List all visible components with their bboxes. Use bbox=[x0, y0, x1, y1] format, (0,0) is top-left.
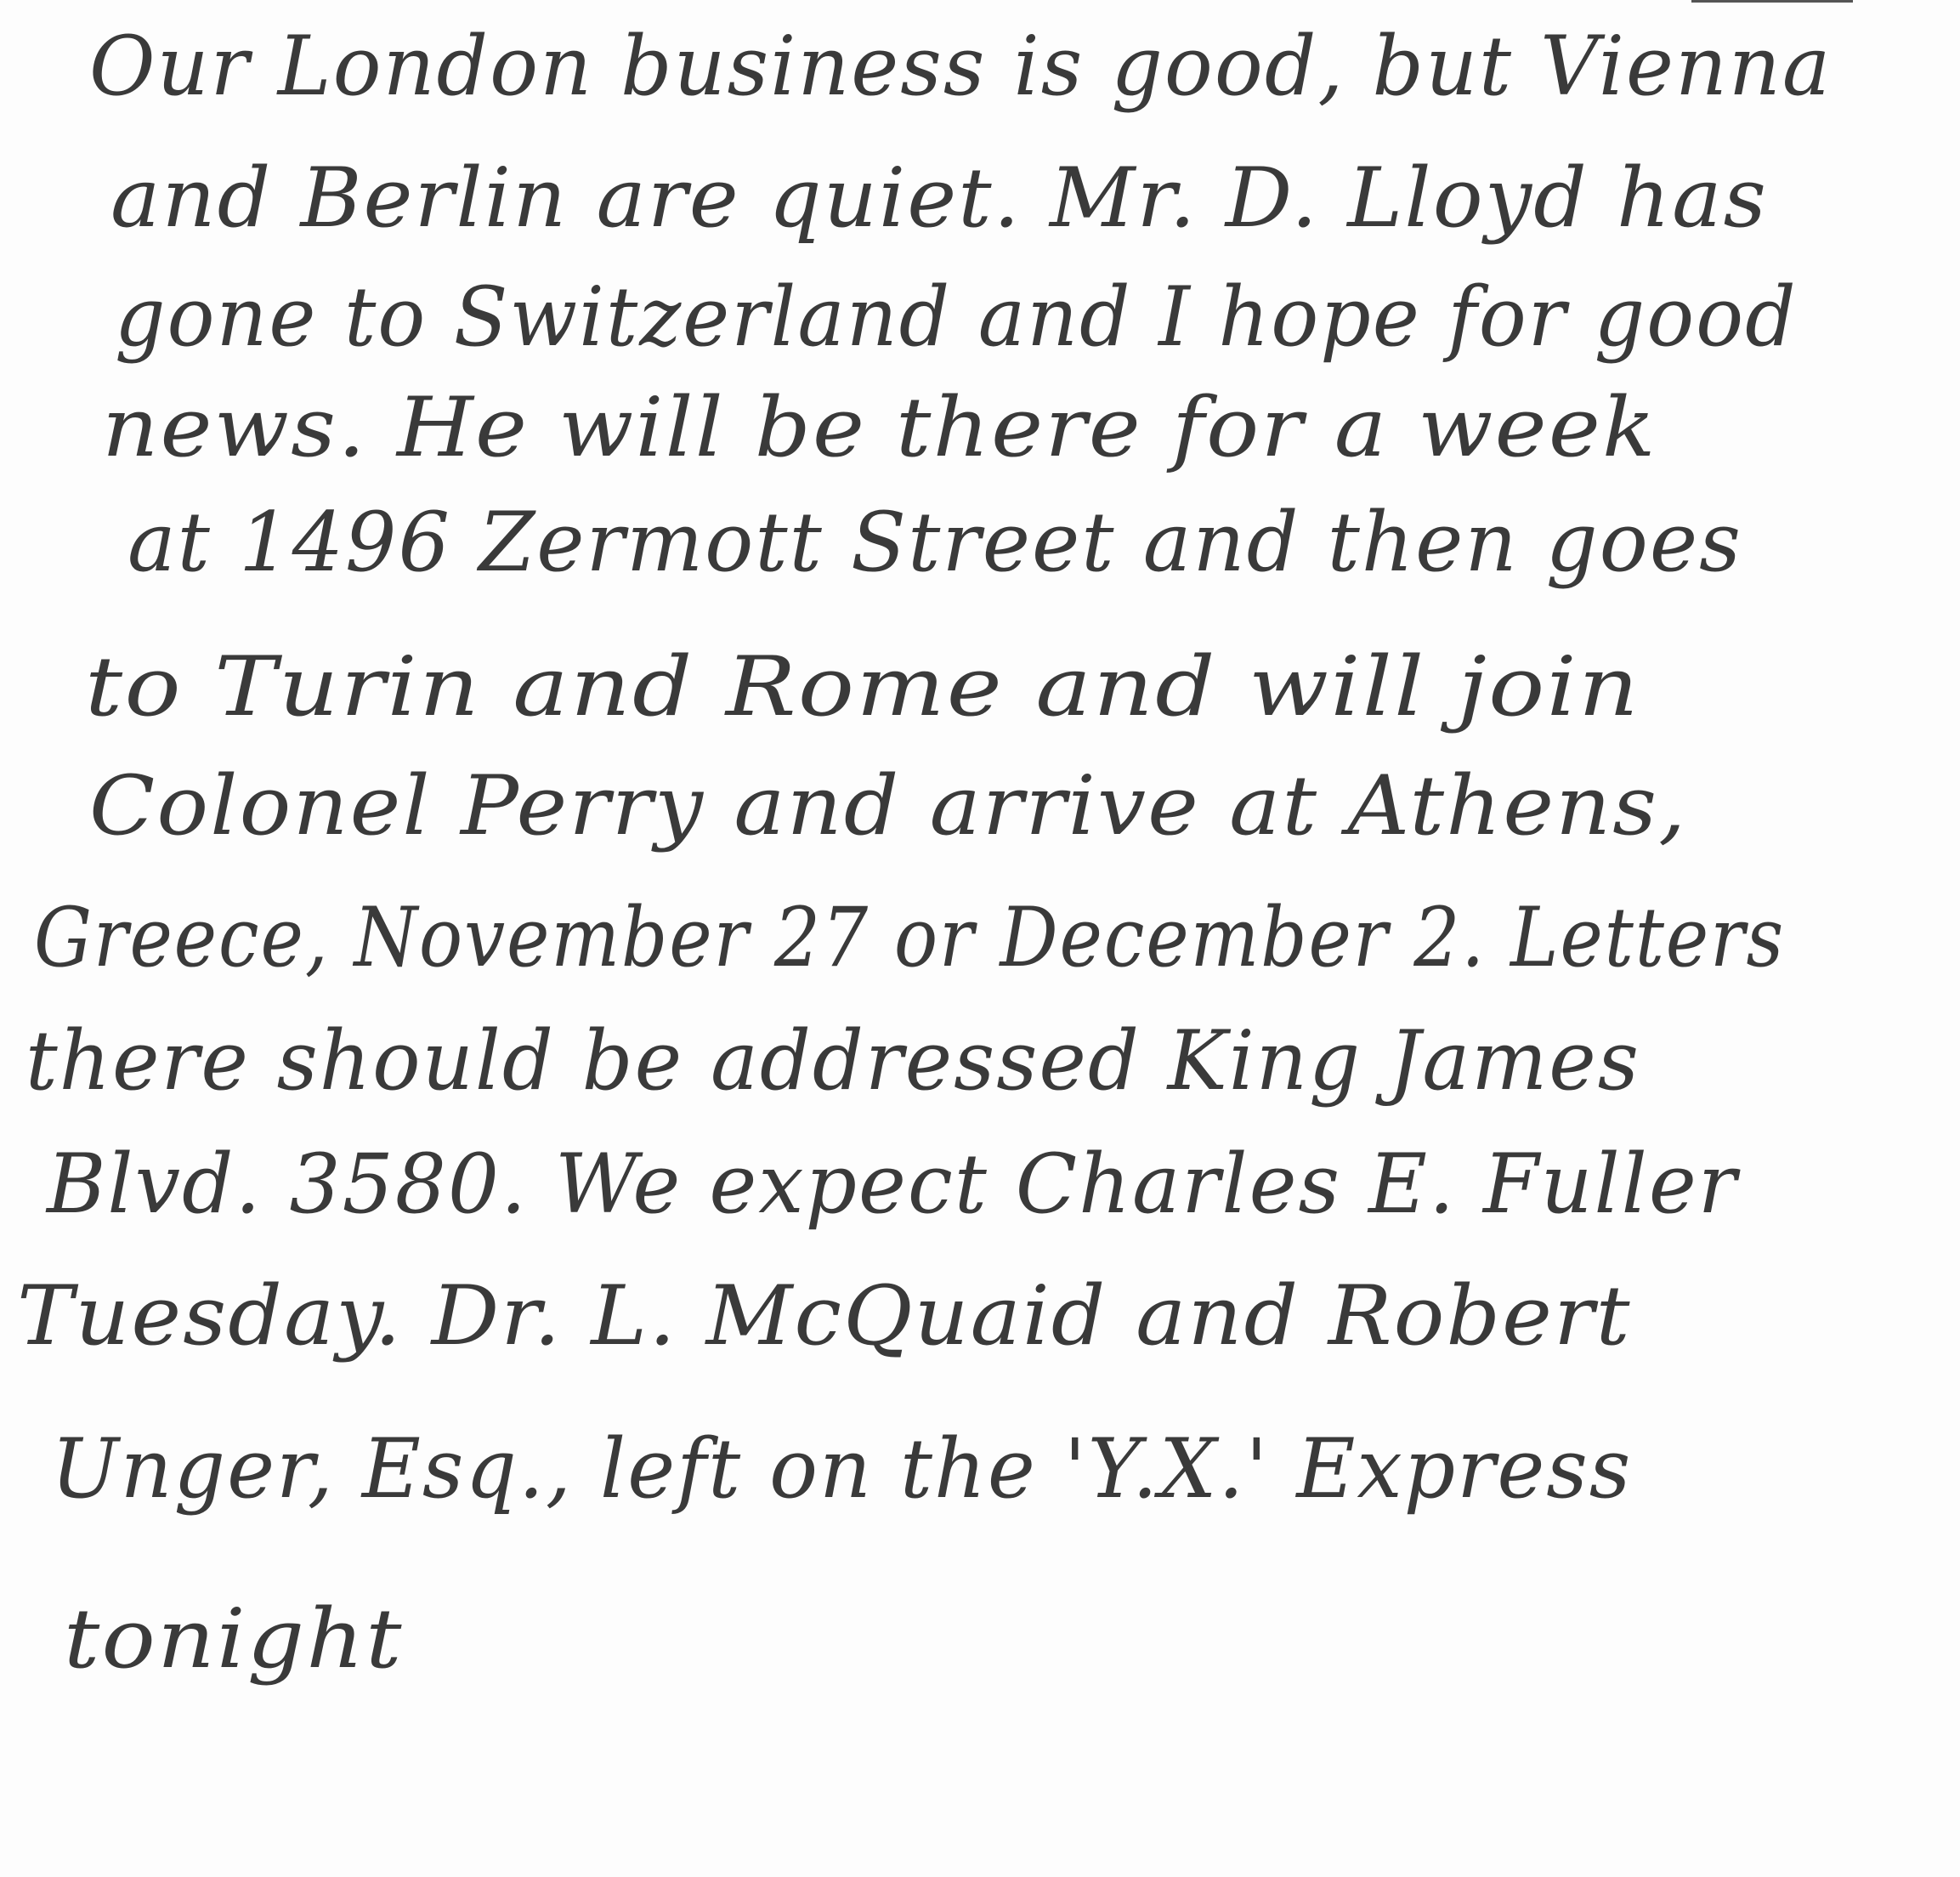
text-line-13: tonight bbox=[64, 1591, 404, 1687]
text-line-9: there should be addressed King James bbox=[25, 1013, 1640, 1109]
text-line-8: Greece, November 27 or December 2. Letters bbox=[34, 890, 1786, 985]
text-line-7: Colonel Perry and arrive at Athens, bbox=[89, 758, 1688, 853]
text-line-5: at 1496 Zermott Street and then goes bbox=[127, 495, 1742, 590]
text-line-12: Unger, Esq., left on the 'Y.X.' Express bbox=[51, 1421, 1633, 1517]
text-line-3: gone to Switzerland and I hope for good bbox=[115, 269, 1798, 365]
text-line-1: Our London business is good, but Vienna bbox=[89, 19, 1833, 114]
text-line-6: to Turin and Rome and will join bbox=[85, 639, 1641, 734]
text-line-10: Blvd. 3580. We expect Charles E. Fuller bbox=[47, 1137, 1738, 1232]
text-line-11: Tuesday. Dr. L. McQuaid and Robert bbox=[17, 1268, 1632, 1364]
text-line-4: news. He will be there for a week bbox=[102, 380, 1657, 475]
text-line-2: and Berlin are quiet. Mr. D. Lloyd has bbox=[110, 150, 1768, 246]
